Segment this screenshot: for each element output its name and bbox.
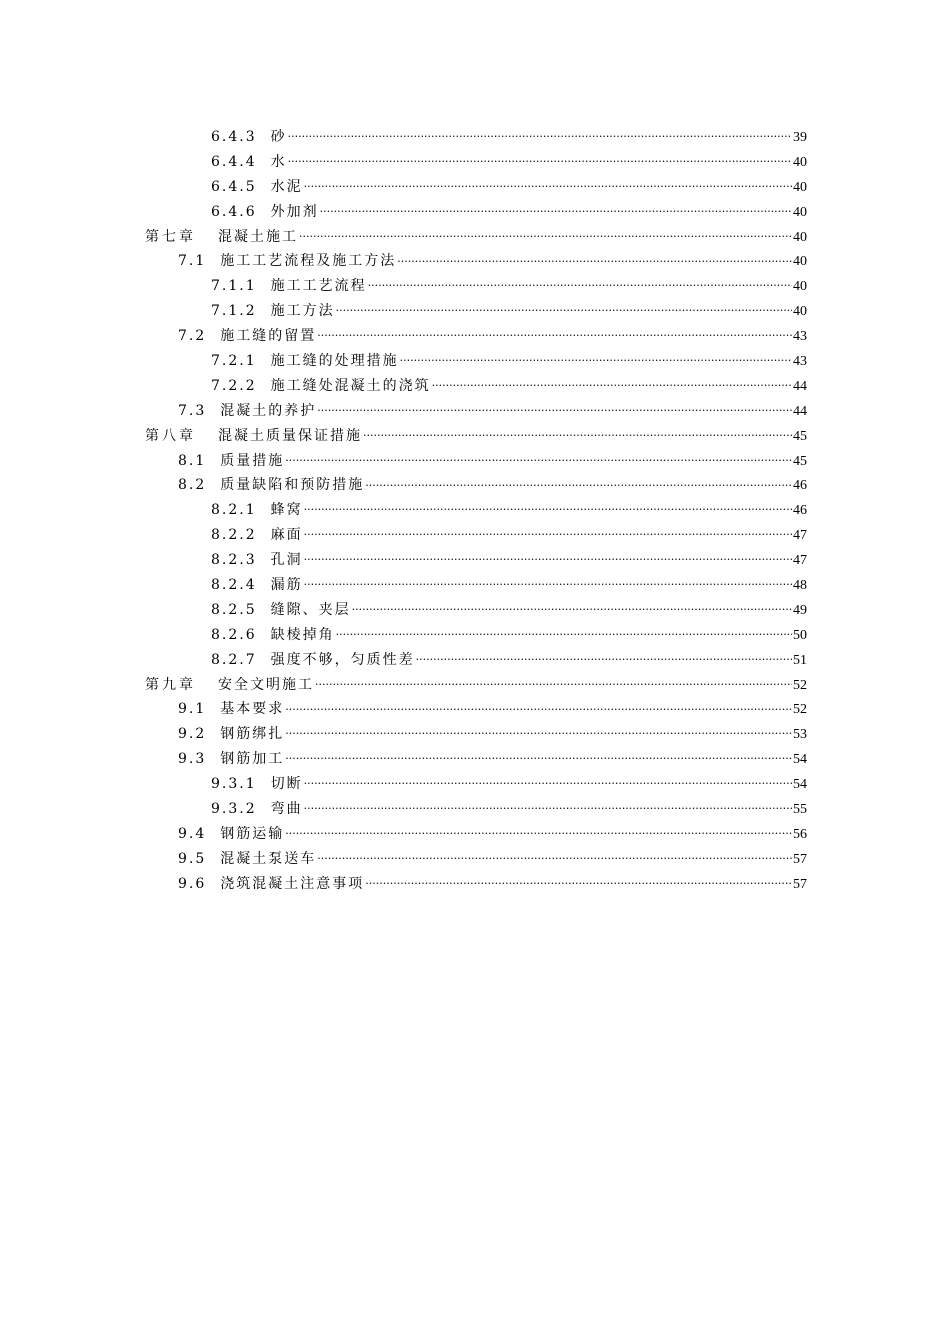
toc-entry-title: 浇筑混凝土注意事项 xyxy=(220,875,365,892)
toc-entry[interactable] xyxy=(145,548,807,573)
toc-entry[interactable] xyxy=(145,175,807,200)
toc-entry[interactable] xyxy=(145,822,807,847)
toc-entry-title: 切断 xyxy=(270,776,303,793)
toc-entry[interactable] xyxy=(145,523,807,548)
toc-entry[interactable] xyxy=(145,623,807,648)
toc-entry[interactable] xyxy=(145,498,807,523)
toc-entry-number: 6.4.5 xyxy=(211,178,257,195)
toc-entry-title: 钢筋加工 xyxy=(220,751,285,768)
toc-dot-leader xyxy=(304,525,792,539)
toc-entry-number: 8.2.2 xyxy=(211,527,257,544)
toc-entry[interactable] xyxy=(145,225,807,250)
toc-entry-page-number: 51 xyxy=(793,652,807,668)
toc-entry-number: 9.6 xyxy=(178,875,207,892)
toc-entry-title: 麻面 xyxy=(270,527,303,544)
toc-entry-page-number: 56 xyxy=(793,826,807,842)
toc-entry-page-number: 52 xyxy=(793,702,807,718)
toc-entry-number: 9.1 xyxy=(178,701,207,718)
toc-entry[interactable] xyxy=(145,374,807,399)
toc-dot-leader xyxy=(363,426,792,440)
toc-entry[interactable] xyxy=(145,797,807,822)
toc-entry-title: 孔洞 xyxy=(270,552,303,569)
toc-entry-number: 8.2.4 xyxy=(211,577,257,594)
toc-dot-leader xyxy=(304,177,792,191)
toc-entry-page-number: 50 xyxy=(793,627,807,643)
toc-entry-page-number: 54 xyxy=(793,752,807,768)
toc-entry-number: 7.2.2 xyxy=(211,377,257,394)
toc-entry-title: 砂 xyxy=(270,129,287,145)
toc-dot-leader xyxy=(400,351,792,365)
toc-entry-page-number: 57 xyxy=(793,851,807,867)
toc-dot-leader xyxy=(336,301,792,315)
toc-entry-page-number: 43 xyxy=(793,329,807,345)
toc-entry[interactable] xyxy=(145,847,807,872)
toc-entry-number: 7.1 xyxy=(178,253,207,270)
toc-entry-number: 7.2 xyxy=(178,328,207,345)
toc-entry-title: 混凝土质量保证措施 xyxy=(218,427,362,444)
toc-entry-title: 质量缺陷和预防措施 xyxy=(220,477,365,494)
toc-entry[interactable] xyxy=(145,200,807,225)
toc-entry-page-number: 55 xyxy=(793,802,807,818)
table-of-contents xyxy=(145,125,807,897)
toc-entry-page-number: 53 xyxy=(793,727,807,743)
toc-entry[interactable] xyxy=(145,249,807,274)
toc-dot-leader xyxy=(317,326,792,340)
toc-entry-number: 9.3.1 xyxy=(211,776,257,793)
toc-entry-title: 钢筋运输 xyxy=(220,825,285,842)
toc-dot-leader xyxy=(285,724,792,738)
toc-dot-leader xyxy=(304,774,792,788)
toc-entry-page-number: 47 xyxy=(793,528,807,544)
toc-dot-leader xyxy=(299,227,792,241)
toc-entry-number: 6.4.4 xyxy=(211,153,257,170)
toc-dot-leader xyxy=(285,451,792,465)
toc-entry-page-number: 45 xyxy=(793,428,807,444)
toc-entry[interactable] xyxy=(145,872,807,897)
toc-entry-page-number: 40 xyxy=(793,254,807,270)
toc-entry-title: 水 xyxy=(270,153,287,170)
toc-entry[interactable] xyxy=(145,573,807,598)
toc-entry[interactable] xyxy=(145,598,807,623)
toc-entry-page-number: 46 xyxy=(793,503,807,519)
toc-entry[interactable] xyxy=(145,125,807,150)
toc-entry-title: 基本要求 xyxy=(220,701,285,718)
toc-entry-number: 8.2 xyxy=(178,477,207,494)
toc-entry-page-number: 44 xyxy=(793,403,807,419)
toc-entry-number: 9.4 xyxy=(178,825,207,842)
toc-entry-page-number: 44 xyxy=(793,378,807,394)
toc-entry-title: 漏筋 xyxy=(270,577,303,594)
toc-entry-title: 缝隙、夹层 xyxy=(270,601,351,618)
toc-entry[interactable] xyxy=(145,697,807,722)
toc-entry[interactable] xyxy=(145,299,807,324)
toc-entry-page-number: 39 xyxy=(793,130,807,145)
toc-dot-leader xyxy=(320,202,792,216)
toc-entry-title: 外加剂 xyxy=(270,203,319,220)
toc-dot-leader xyxy=(432,376,792,390)
toc-entry-page-number: 43 xyxy=(793,354,807,370)
toc-entry-number: 8.2.1 xyxy=(211,502,257,519)
toc-entry-page-number: 40 xyxy=(793,204,807,220)
toc-dot-leader xyxy=(285,749,792,763)
toc-entry-title: 水泥 xyxy=(270,178,303,195)
toc-entry-number: 8.2.3 xyxy=(211,552,257,569)
toc-dot-leader xyxy=(304,500,792,514)
toc-dot-leader xyxy=(317,401,792,415)
toc-entry-title: 混凝土施工 xyxy=(218,228,298,245)
toc-entry-number: 8.2.7 xyxy=(211,651,257,668)
toc-entry-page-number: 40 xyxy=(793,304,807,320)
toc-entry-number: 8.1 xyxy=(178,452,207,469)
toc-dot-leader xyxy=(365,475,792,489)
toc-entry[interactable] xyxy=(145,424,807,449)
toc-entry-title: 蜂窝 xyxy=(270,502,303,519)
toc-entry-number: 9.3.2 xyxy=(211,801,257,818)
toc-entry-title: 安全文明施工 xyxy=(218,676,314,693)
toc-dot-leader xyxy=(365,874,792,888)
toc-entry-title: 施工缝的处理措施 xyxy=(270,353,399,370)
toc-entry[interactable] xyxy=(145,399,807,424)
toc-dot-leader xyxy=(285,699,792,713)
toc-entry[interactable] xyxy=(145,473,807,498)
toc-entry[interactable] xyxy=(145,772,807,797)
toc-dot-leader xyxy=(317,849,792,863)
toc-entry-number: 7.1.2 xyxy=(211,303,257,320)
toc-entry-title: 钢筋绑扎 xyxy=(220,726,285,743)
toc-entry-number: 8.2.6 xyxy=(211,626,257,643)
toc-dot-leader xyxy=(304,575,792,589)
toc-dot-leader xyxy=(304,799,792,813)
toc-entry-number: 7.1.1 xyxy=(211,278,257,295)
toc-dot-leader xyxy=(288,152,792,166)
toc-entry-number: 第九章 xyxy=(145,676,196,693)
toc-entry[interactable] xyxy=(145,274,807,299)
toc-dot-leader xyxy=(352,600,792,614)
toc-entry-page-number: 48 xyxy=(793,578,807,594)
toc-dot-leader xyxy=(368,276,792,290)
toc-dot-leader xyxy=(288,127,792,141)
toc-dot-leader xyxy=(304,550,792,564)
toc-entry-page-number: 40 xyxy=(793,279,807,295)
toc-entry-page-number: 47 xyxy=(793,553,807,569)
toc-entry-title: 施工工艺流程 xyxy=(270,278,367,295)
toc-entry-number: 8.2.5 xyxy=(211,601,257,618)
toc-dot-leader xyxy=(285,824,792,838)
toc-entry-title: 施工工艺流程及施工方法 xyxy=(220,253,397,270)
toc-entry-title: 混凝土的养护 xyxy=(220,402,317,419)
toc-entry-number: 9.2 xyxy=(178,726,207,743)
toc-entry[interactable] xyxy=(145,150,807,175)
toc-dot-leader xyxy=(397,251,792,265)
toc-entry-title: 缺棱掉角 xyxy=(270,626,335,643)
toc-entry[interactable] xyxy=(145,722,807,747)
toc-entry-page-number: 49 xyxy=(793,602,807,618)
toc-entry-page-number: 57 xyxy=(793,876,807,892)
toc-entry-number: 6.4.3 xyxy=(211,129,257,145)
toc-entry[interactable] xyxy=(145,747,807,772)
toc-entry-page-number: 46 xyxy=(793,478,807,494)
toc-entry-number: 第八章 xyxy=(145,427,196,444)
toc-entry-page-number: 52 xyxy=(793,677,807,693)
toc-entry-title: 施工缝处混凝土的浇筑 xyxy=(270,377,431,394)
toc-entry-number: 6.4.6 xyxy=(211,203,257,220)
toc-entry-number: 9.5 xyxy=(178,850,207,867)
toc-entry-page-number: 45 xyxy=(793,453,807,469)
toc-entry-number: 7.3 xyxy=(178,402,207,419)
toc-entry-title: 施工方法 xyxy=(270,303,335,320)
toc-entry-number: 第七章 xyxy=(145,228,196,245)
toc-entry-number: 7.2.1 xyxy=(211,353,257,370)
toc-entry-number: 9.3 xyxy=(178,751,207,768)
toc-entry[interactable] xyxy=(145,324,807,349)
toc-entry-title: 质量措施 xyxy=(220,452,285,469)
toc-dot-leader xyxy=(315,675,792,689)
toc-dot-leader xyxy=(336,625,792,639)
toc-entry-title: 施工缝的留置 xyxy=(220,328,317,345)
toc-entry-page-number: 40 xyxy=(793,229,807,245)
toc-entry[interactable] xyxy=(145,673,807,698)
toc-entry-title: 弯曲 xyxy=(270,801,303,818)
toc-dot-leader xyxy=(416,650,792,664)
toc-entry-page-number: 54 xyxy=(793,777,807,793)
toc-entry[interactable] xyxy=(145,349,807,374)
toc-entry[interactable] xyxy=(145,648,807,673)
toc-entry[interactable] xyxy=(145,449,807,474)
toc-entry-page-number: 40 xyxy=(793,179,807,195)
toc-entry-title: 强度不够，匀质性差 xyxy=(270,651,415,668)
toc-entry-title: 混凝土泵送车 xyxy=(220,850,317,867)
toc-entry-page-number: 40 xyxy=(793,154,807,170)
